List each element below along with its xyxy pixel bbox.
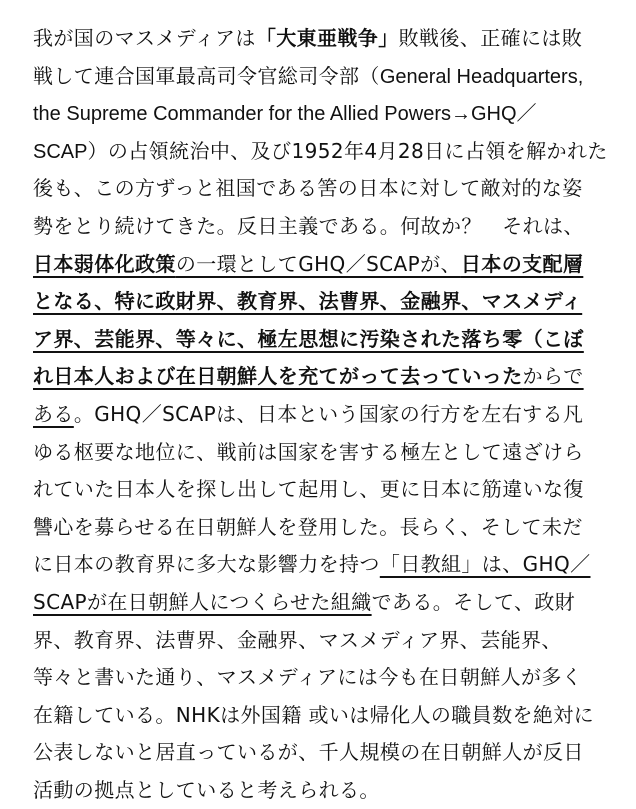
text-segment: 在籍している。NHKは外国籍 或いは帰化人の職員数を絶対に [33, 702, 595, 727]
article-body [33, 20, 619, 809]
emphasized-text: となる、特に政財界、教育界、法曹界、金融界、マスメディ [33, 289, 583, 314]
underlined-text: 「日教組」は、GHQ／ [379, 552, 591, 577]
text-line [33, 734, 619, 772]
text-segment: 敗戦後、正確には敗 [398, 26, 583, 50]
emphasized-text: 日本の支配層 [460, 251, 584, 276]
text-segment: the Supreme Commander for the Allied Powers→GHQ／ [33, 103, 537, 126]
text-segment: に日本の教育界に多大な影響力を持つ [33, 552, 380, 577]
text-segment: General Headquarters, [379, 65, 584, 88]
text-segment: 活動の拠点としていると考えられる。 [33, 777, 380, 802]
text-line [33, 283, 619, 321]
text-segment: 戦して連合国軍最高司令官総司令部（ [33, 63, 380, 88]
text-segment: 等々と書いた通り、マスメディアには今も在日朝鮮人が多く [33, 665, 583, 690]
text-line [33, 396, 619, 434]
text-line [33, 20, 619, 58]
underlined-text: SCAPが在日朝鮮人につくらせた組織 [33, 589, 372, 614]
text-line [33, 434, 619, 472]
text-line [33, 95, 619, 133]
text-line [33, 170, 619, 208]
underlined-text: ある [33, 401, 74, 426]
text-segment: 讐心を募らせる在日朝鮮人を登用した。長らく、そして未だ [33, 514, 583, 539]
text-line [33, 659, 619, 697]
text-line [33, 509, 619, 547]
text-segment: れていた日本人を探し出して起用し、更に日本に筋違いな復 [33, 477, 584, 502]
text-segment: 界、教育界、法曹界、金融界、マスメディア界、芸能界、 [33, 627, 562, 652]
text-line [33, 622, 619, 660]
text-segment: SCAP [33, 140, 88, 163]
emphasized-text: れ日本人および在日朝鮮人を充てがって去っていった [33, 364, 523, 389]
text-line [33, 697, 619, 735]
text-line [33, 208, 619, 246]
underlined-text: の一環としてGHQ／SCAPが、 [175, 251, 461, 276]
text-segment: 公表しないと居直っているが、千人規模の在日朝鮮人が反日 [33, 740, 584, 765]
text-segment: 後も、この方ずっと祖国である筈の日本に対して敵対的な姿 [33, 176, 583, 201]
text-line [33, 58, 619, 96]
text-line [33, 772, 619, 809]
text-line [33, 133, 619, 171]
emphasized-text: ア界、芸能界、等々に、極左思想に汚染された落ち零（こぼ [33, 326, 584, 351]
text-line [33, 246, 619, 284]
text-line [33, 584, 619, 622]
text-line [33, 471, 619, 509]
text-line [33, 546, 619, 584]
emphasized-text: 日本弱体化政策 [33, 251, 176, 276]
text-segment: 。GHQ／SCAPは、日本という国家の行方を左右する凡 [73, 401, 584, 426]
text-segment: である。そして、政財 [371, 589, 576, 614]
text-segment: 我が国のマスメディアは [33, 26, 256, 50]
text-line [33, 358, 619, 396]
bold-text: 「大東亜戦争」 [255, 26, 399, 50]
text-line [33, 321, 619, 359]
underlined-text: からで [522, 364, 584, 389]
text-segment: ）の占領統治中、及び1952年4月28日に占領を解かれた [87, 138, 608, 163]
text-segment: ゆる枢要な地位に、戦前は国家を害する極左として遠ざけら [33, 439, 584, 464]
text-segment: 勢をとり続けてきた。反日主義である。何故か？ それは、 [33, 213, 584, 238]
